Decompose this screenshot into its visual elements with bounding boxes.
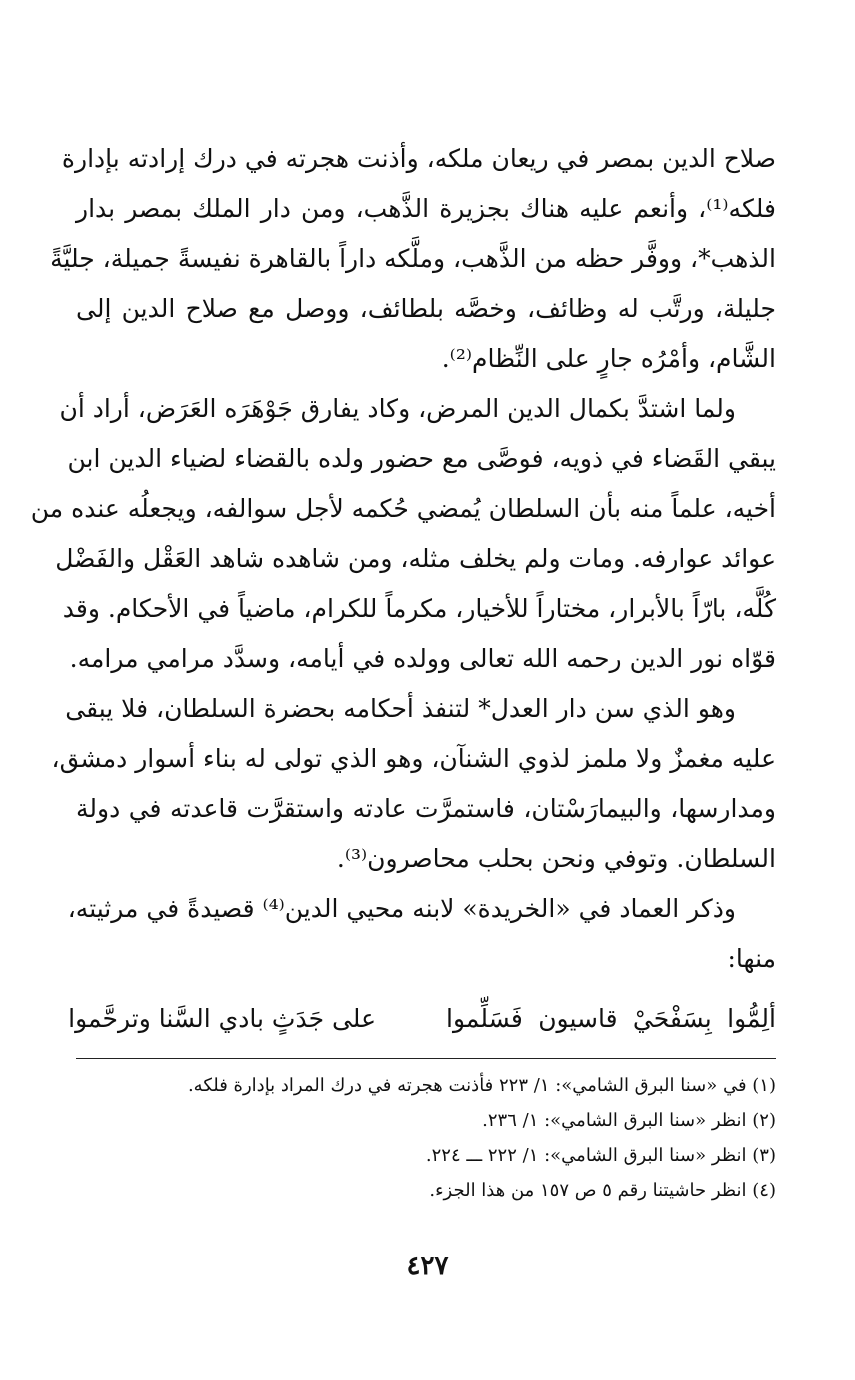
verse-second-hemistich: على جَدَثٍ بادي السَّنا وترحَّموا xyxy=(68,1004,376,1033)
verse-first-hemistich: ألِمُّوا بِسَفْحَيْ قاسيون فَسَلِّموا xyxy=(446,1004,776,1033)
text-line: كُلَّه، بارّاً بالأبرار، مختاراً للأخيار، مكرماً للكرام، ماضياً في الأحكام. وقد xyxy=(62,594,776,623)
footnote: (٢) انظر «سنا البرق الشامي»: ١/ ٢٣٦. xyxy=(482,1110,776,1131)
text-line: السلطان. وتوفي ونحن بحلب محاصرون⁽³⁾. xyxy=(336,844,776,873)
footnote: (١) في «سنا البرق الشامي»: ١/ ٢٢٣ فأذنت هجرته في درك المراد بإدارة فلكه. xyxy=(187,1075,776,1096)
text-line: وذكر العماد في «الخريدة» لابنه محيي الدين⁽⁴⁾ قصيدةً في مرثيته، xyxy=(67,894,736,923)
text-line: أخيه، علماً منه بأن السلطان يُمضي حُكمه لأجل سوالفه، ويجعلُه عنده من xyxy=(30,494,776,523)
text-line: عليه مغمزٌ ولا ملمز لذوي الشنآن، وهو الذي تولى له بناء أسوار دمشق، xyxy=(51,744,776,773)
footnote: (٣) انظر «سنا البرق الشامي»: ١/ ٢٢٢ ـــ ٢٢٤. xyxy=(425,1145,776,1166)
text-line: يبقي القَضاء في ذويه، فوصَّى مع حضور ولده بالقضاء لضياء الدين ابن xyxy=(67,444,776,473)
poetry-verse xyxy=(68,994,776,1044)
text-line: وهو الذي سن دار العدل* لتنفذ أحكامه بحضرة السلطان، فلا يبقى xyxy=(65,694,736,723)
text-line: الذهب*، ووفَّر حظه من الذَّهب، وملَّكه داراً بالقاهرة نفيسةً جميلة، جليَّةً xyxy=(50,244,776,273)
page-number: ٤٢٧ xyxy=(406,1251,449,1281)
text-line: ولما اشتدَّ بكمال الدين المرض، وكاد يفارق جَوْهَرَه العَرَض، أراد أن xyxy=(59,394,736,423)
text-line: صلاح الدين بمصر في ريعان ملكه، وأذنت هجرته في درك إرادته بإدارة xyxy=(61,144,776,173)
footnote: (٤) انظر حاشيتنا رقم ٥ ص ١٥٧ من هذا الجزء. xyxy=(429,1180,776,1201)
text-line: الشَّام، وأمْرُه جارٍ على النِّظام⁽²⁾. xyxy=(441,344,776,373)
text-line: قوّاه نور الدين رحمه الله تعالى وولده في أيامه، وسدَّد مرامي مرامه. xyxy=(69,644,776,673)
text-line: منها: xyxy=(727,944,776,973)
text-line: جليلة، ورتَّب له وظائف، وخصَّه بلطائف، ووصل مع صلاح الدين إلى xyxy=(76,294,776,323)
footnote-separator xyxy=(76,1058,776,1059)
text-line: فلكه⁽¹⁾، وأنعم عليه هناك بجزيرة الذَّهب، ومن دار الملك بمصر بدار xyxy=(76,194,776,223)
text-line: عوائد عوارفه. ومات ولم يخلف مثله، ومن شاهده شاهد العَقْل والفَضْل xyxy=(55,544,776,573)
text-line: ومدارسها، والبيمارَسْتان، فاستمرَّت عادته واستقرَّت قاعدته في دولة xyxy=(76,794,776,823)
